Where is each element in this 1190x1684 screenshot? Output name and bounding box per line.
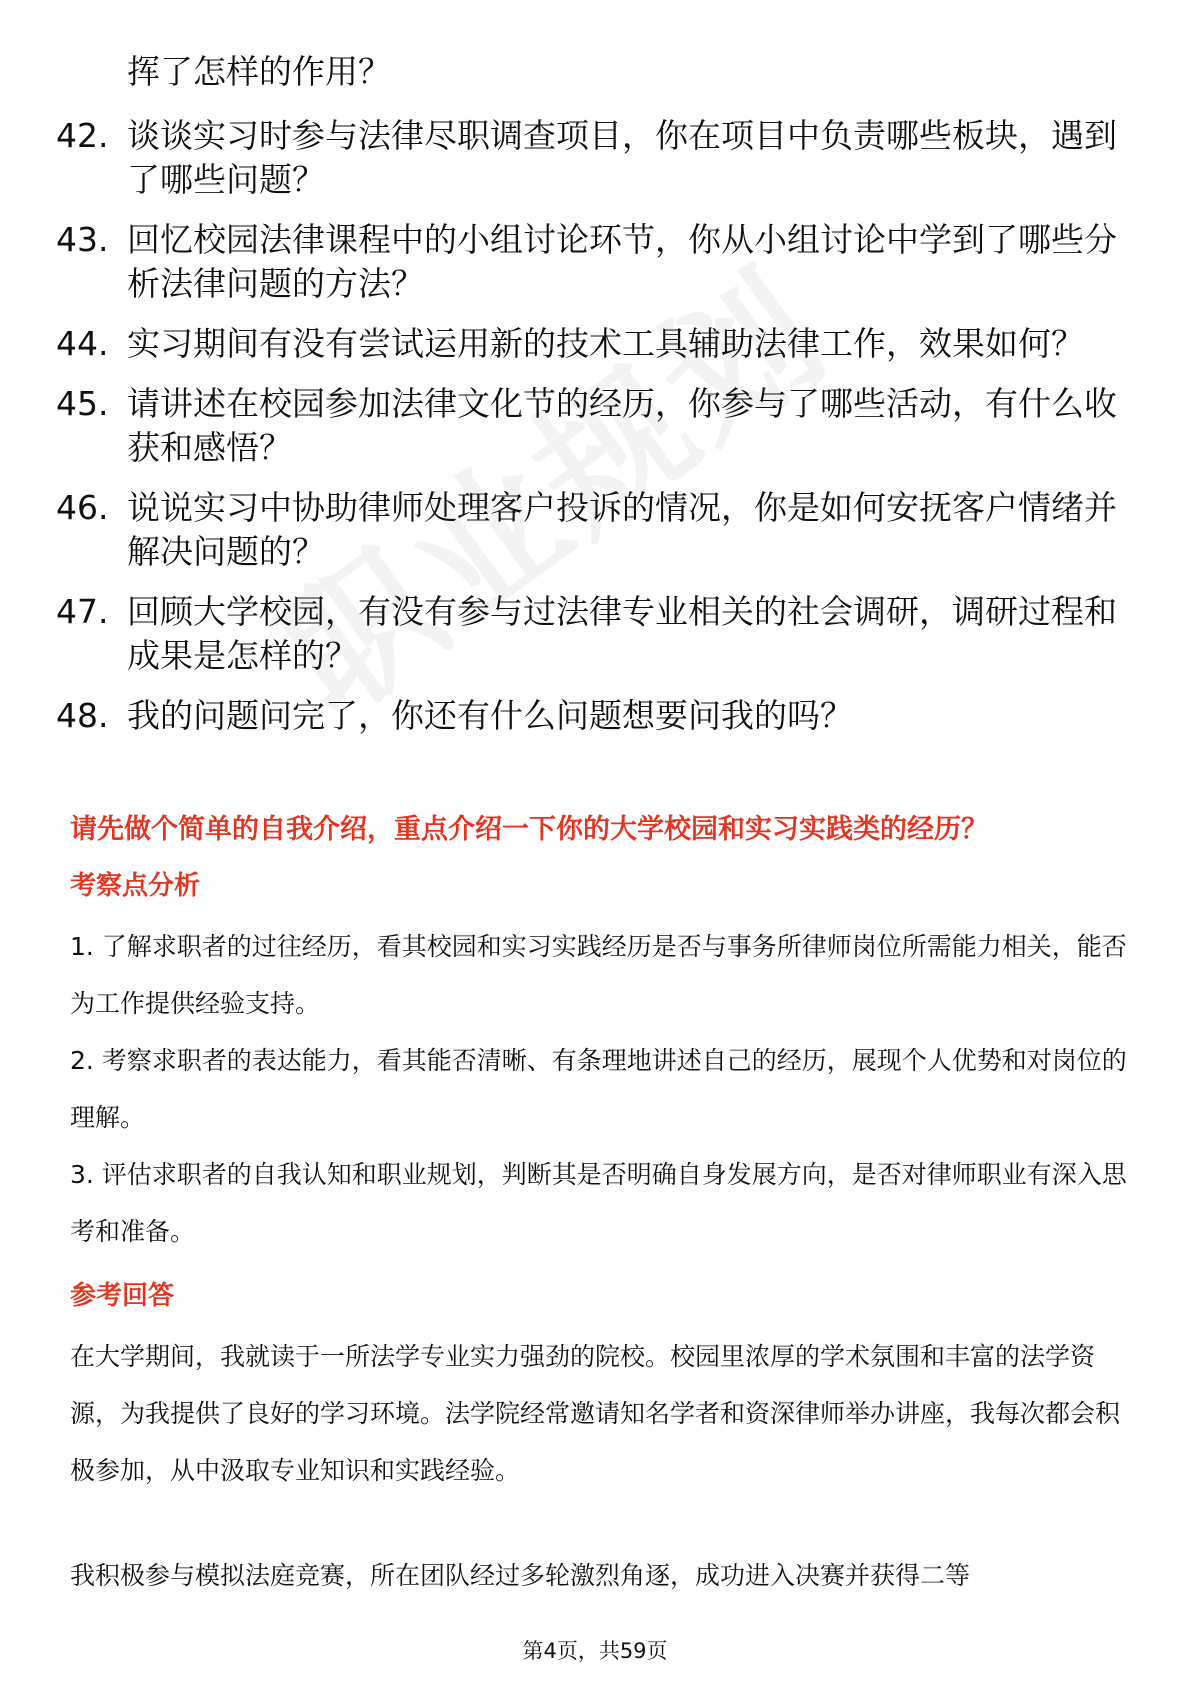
analysis-point: 1. 了解求职者的过往经历，看其校园和实习实践经历是否与事务所律师岗位所需能力相关，能否为工作提供经验支持。 bbox=[70, 932, 1127, 1018]
question-item bbox=[56, 590, 1136, 678]
question-item bbox=[56, 114, 1136, 202]
analysis-heading: 考察点分析 bbox=[70, 871, 201, 901]
question-number: 45. bbox=[56, 384, 109, 423]
question-number: 44. bbox=[56, 324, 109, 363]
question-item bbox=[56, 218, 1136, 306]
question-text: 我的问题问完了，你还有什么问题想要问我的吗？ bbox=[127, 696, 853, 735]
analysis-points bbox=[70, 918, 1130, 1260]
question-text: 实习期间有没有尝试运用新的技术工具辅助法律工作，效果如何？ bbox=[127, 324, 1084, 363]
question-text: 谈谈实习时参与法律尽职调查项目，你在项目中负责哪些板块，遇到了哪些问题？ bbox=[127, 116, 1117, 199]
reference-answer bbox=[70, 1328, 1130, 1604]
analysis-point: 2. 考察求职者的表达能力，看其能否清晰、有条理地讲述自己的经历，展现个人优势和对岗位的理解。 bbox=[70, 1046, 1127, 1132]
answer-heading: 参考回答 bbox=[70, 1281, 175, 1311]
question-number: 42. bbox=[56, 116, 109, 155]
question-41-continuation: 挥了怎样的作用？ bbox=[127, 52, 391, 91]
question-text: 回顾大学校园，有没有参与过法律专业相关的社会调研，调研过程和成果是怎样的？ bbox=[127, 592, 1117, 675]
question-item bbox=[56, 486, 1136, 574]
section-question-heading: 请先做个简单的自我介绍，重点介绍一下你的大学校园和实习实践类的经历？ bbox=[70, 814, 988, 845]
answer-paragraph: 我积极参与模拟法庭竞赛，所在团队经过多轮激烈角逐，成功进入决赛并获得二等 bbox=[70, 1561, 971, 1590]
answer-paragraph: 在大学期间，我就读于一所法学专业实力强劲的院校。校园里浓厚的学术氛围和丰富的法学资源，为我提供了良好的学习环境。法学院经常邀请知名学者和资深律师举办讲座，我每次都会积极参加，从中汲取专业知识和实践经验。 bbox=[70, 1342, 1121, 1485]
question-text: 回忆校园法律课程中的小组讨论环节，你从小组讨论中学到了哪些分析法律问题的方法？ bbox=[127, 220, 1117, 303]
question-text: 说说实习中协助律师处理客户投诉的情况，你是如何安抚客户情绪并解决问题的？ bbox=[127, 488, 1117, 571]
question-number: 47. bbox=[56, 592, 109, 631]
question-number: 43. bbox=[56, 220, 109, 259]
question-number: 46. bbox=[56, 488, 109, 527]
page-number: 第4页，共59页 bbox=[522, 1639, 668, 1663]
analysis-point: 3. 评估求职者的自我认知和职业规划，判断其是否明确自身发展方向，是否对律师职业有深入思考和准备。 bbox=[70, 1160, 1127, 1246]
question-item bbox=[56, 694, 1136, 738]
question-item bbox=[56, 382, 1136, 470]
question-number: 48. bbox=[56, 696, 109, 735]
question-item bbox=[56, 322, 1136, 366]
question-list bbox=[56, 114, 1136, 754]
question-text: 请讲述在校园参加法律文化节的经历，你参与了哪些活动，有什么收获和感悟？ bbox=[127, 384, 1117, 467]
